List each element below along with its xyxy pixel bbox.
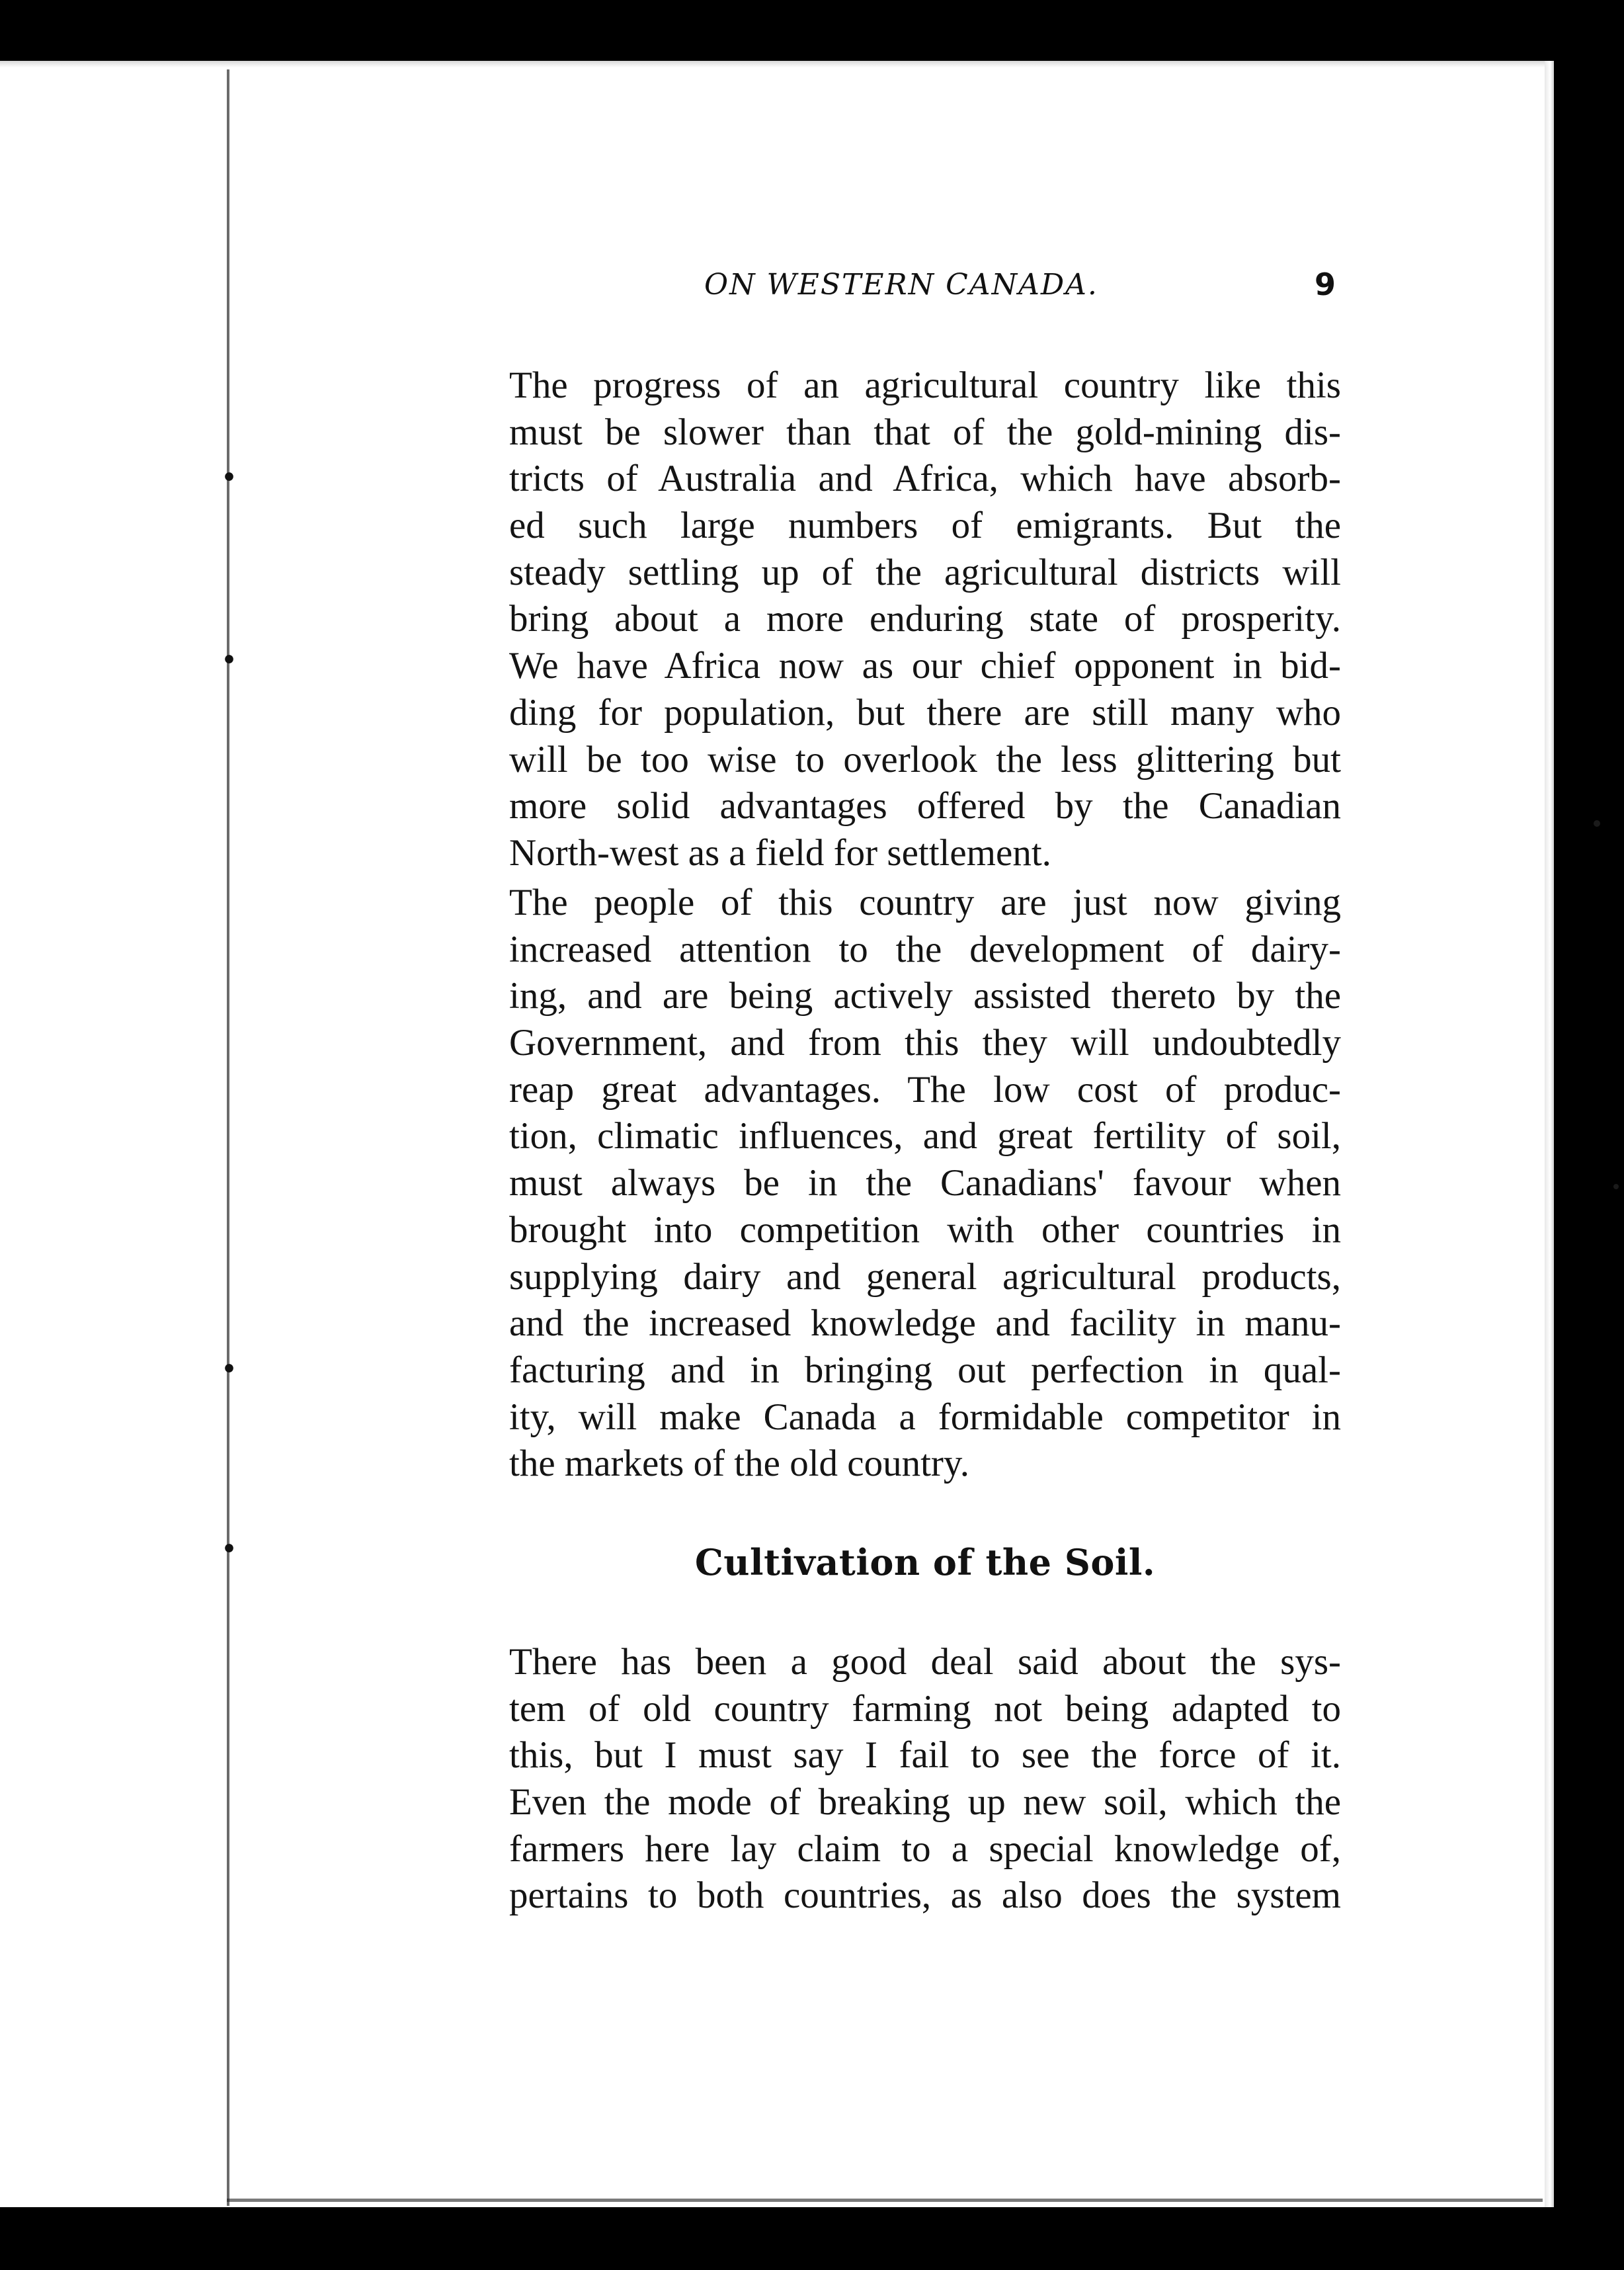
- running-head: [509, 268, 1336, 308]
- page-number: 9: [1314, 267, 1336, 302]
- text-line: bring about a more enduring state of prosperity.: [509, 598, 1341, 640]
- text-line: We have Africa now as our chief opponent in bid-: [509, 645, 1341, 687]
- gutter-stitch-mark: •: [222, 1535, 237, 1563]
- text-line: Even the mode of breaking up new soil, which the: [509, 1781, 1341, 1824]
- text-line: more solid advantages offered by the Canadian: [509, 785, 1341, 827]
- text-line: steady settling up of the agricultural districts will: [509, 551, 1341, 593]
- text-line: this, but I must say I fail to see the force of it.: [509, 1734, 1341, 1777]
- text-line: increased attention to the development of dairy-: [509, 928, 1341, 970]
- text-line: and the increased knowledge and facility in manu-: [509, 1302, 1341, 1345]
- text-line: must always be in the Canadians' favour when: [509, 1162, 1341, 1204]
- text-line: pertains to both countries, as also does the system: [509, 1874, 1341, 1917]
- scan-speck: [1613, 1184, 1619, 1189]
- paragraph-3: [509, 1639, 1341, 1919]
- text-line: tion, climatic influences, and great fertility of soil,: [509, 1115, 1341, 1157]
- binding-gutter-line: [227, 69, 229, 2206]
- text-line: supplying dairy and general agricultural products,: [509, 1255, 1341, 1298]
- text-line: ding for population, but there are still many who: [509, 691, 1341, 734]
- text-line: ing, and are being actively assisted thereto by the: [509, 975, 1341, 1017]
- text-line: tem of old country farming not being adapted to: [509, 1687, 1341, 1730]
- page-top-shadow: [0, 61, 1554, 67]
- paragraph-2: [509, 880, 1341, 1488]
- section-heading: Cultivation of the Soil.: [694, 1541, 1156, 1583]
- text-line: The people of this country are just now giving: [509, 882, 1341, 923]
- text-line: will be too wise to overlook the less glittering but: [509, 738, 1341, 780]
- text-line: North-west as a field for settlement.: [509, 831, 1051, 874]
- text-line: ity, will make Canada a formidable competitor in: [509, 1396, 1341, 1438]
- paragraph-1: [509, 362, 1341, 877]
- text-line: reap great advantages. The low cost of produc-: [509, 1068, 1341, 1111]
- gutter-stitch-mark: •: [222, 464, 237, 491]
- text-line: the markets of the old country.: [509, 1443, 969, 1485]
- text-line: facturing and in bringing out perfection in qual-: [509, 1349, 1341, 1391]
- text-line: brought into competition with other countries in: [509, 1208, 1341, 1251]
- page-right-edge: [1545, 61, 1554, 2207]
- text-line: tricts of Australia and Africa, which have absorb-: [509, 458, 1341, 500]
- text-line: farmers here lay claim to a special knowledge of,: [509, 1828, 1341, 1870]
- gutter-stitch-mark: •: [222, 646, 237, 674]
- text-line: ed such large numbers of emigrants. But the: [509, 505, 1341, 547]
- page-bottom-edge: [227, 2199, 1543, 2202]
- running-title: ON WESTERN CANADA.: [704, 268, 1098, 302]
- text-line: There has been a good deal said about the sys-: [509, 1641, 1341, 1683]
- text-line: must be slower than that of the gold-mining dis-: [509, 411, 1341, 453]
- gutter-stitch-mark: •: [222, 1355, 237, 1383]
- text-line: The progress of an agricultural country like this: [509, 364, 1341, 406]
- text-line: Government, and from this they will undoubtedly: [509, 1022, 1341, 1064]
- scan-speck: [1594, 820, 1600, 827]
